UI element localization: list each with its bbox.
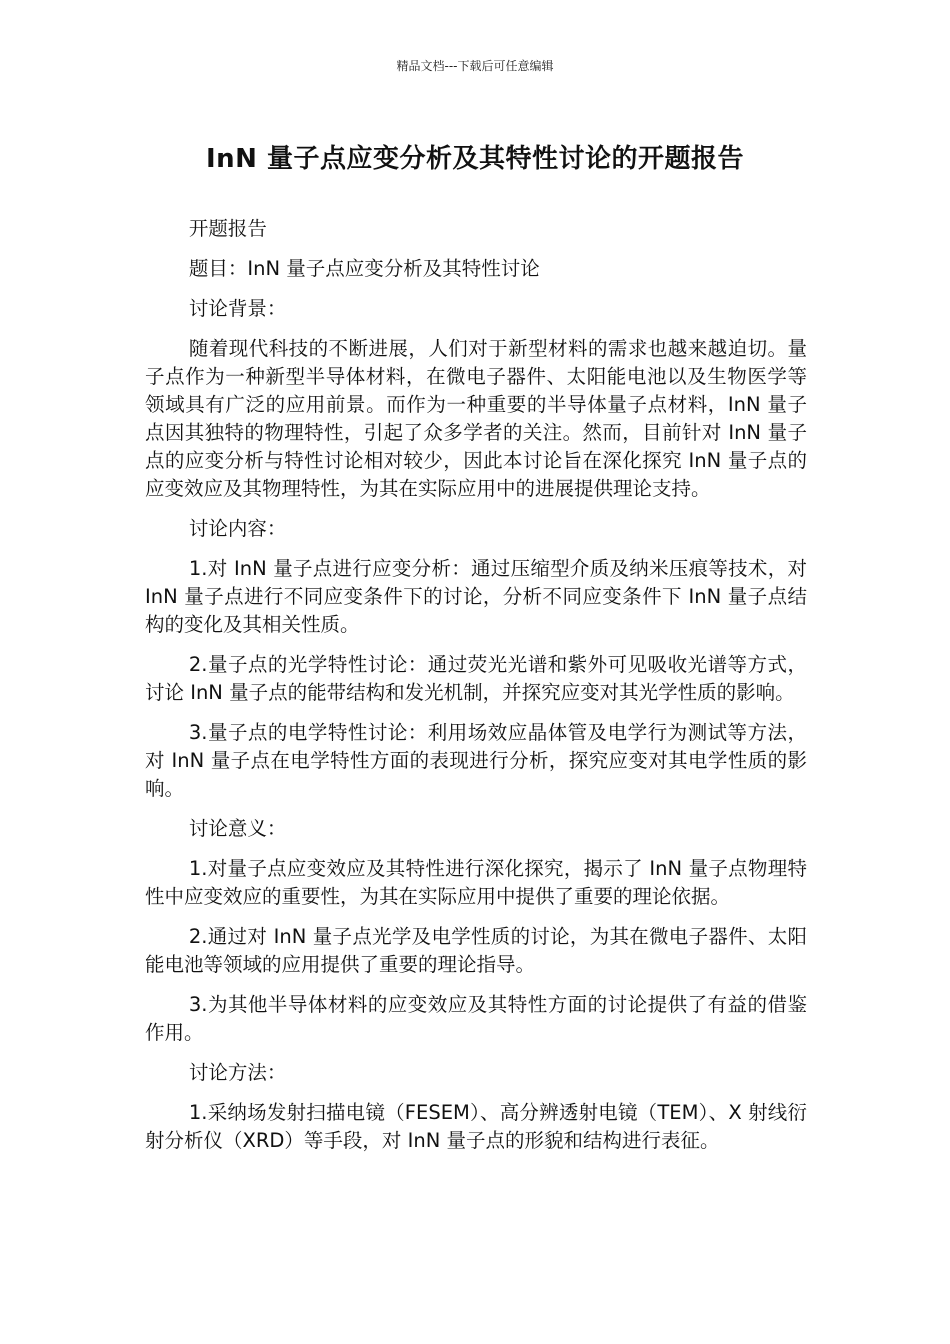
section-heading-background: 讨论背景： (188, 297, 287, 320)
topic-line: 题目：InN 量子点应变分析及其特性讨论 (188, 257, 540, 280)
page-header: 精品文档---下载后可任意编辑 (396, 59, 554, 73)
document-title: InN 量子点应变分析及其特性讨论的开题报告 (206, 144, 744, 174)
document-body (145, 215, 807, 1167)
section-label: 开题报告 (188, 217, 267, 240)
section-heading-methods: 讨论方法： (188, 1061, 287, 1084)
section-heading-content: 讨论内容： (188, 517, 287, 540)
significance-item-1: 1.对量子点应变效应及其特性进行深化探究，揭示了 InN 量子点物理特性中应变效应的重要性，为其在实际应用中提供了重要的理论依据。 (145, 857, 807, 908)
content-item-2: 2.量子点的光学特性讨论：通过荧光光谱和紫外可见吸收光谱等方式，讨论 InN 量子点的能带结构和发光机制，并探究应变对其光学性质的影响。 (145, 653, 807, 704)
method-item-1: 1.采纳场发射扫描电镜（FESEM）、高分辨透射电镜（TEM）、X 射线衍射分析仪（XRD）等手段，对 InN 量子点的形貌和结构进行表征。 (145, 1101, 807, 1152)
content-item-3: 3.量子点的电学特性讨论：利用场效应晶体管及电学行为测试等方法，对 InN 量子点在电学特性方面的表现进行分析，探究应变对其电学性质的影响。 (145, 721, 807, 800)
significance-item-2: 2.通过对 InN 量子点光学及电学性质的讨论，为其在微电子器件、太阳能电池等领域的应用提供了重要的理论指导。 (145, 925, 807, 976)
content-item-1: 1.对 InN 量子点进行应变分析：通过压缩型介质及纳米压痕等技术，对 InN 量子点进行不同应变条件下的讨论，分析不同应变条件下 InN 量子点结构的变化及其相关性质。 (145, 557, 807, 636)
background-paragraph: 随着现代科技的不断进展，人们对于新型材料的需求也越来越迫切。量子点作为一种新型半导体材料，在微电子器件、太阳能电池以及生物医学等领域具有广泛的应用前景。而作为一种重要的半导体量子点材料，InN 量子点因其独特的物理特性，引起了众多学者的关注。然而，目前针对 InN 量子点的应变分析与特性讨论相对较少，因此本讨论旨在深化探究 InN 量子点的应变效应及其物理特性，为其在实际应用中的进展提供理论支持。 (145, 337, 807, 500)
section-heading-significance: 讨论意义： (188, 817, 287, 840)
significance-item-3: 3.为其他半导体材料的应变效应及其特性方面的讨论提供了有益的借鉴作用。 (145, 993, 807, 1044)
